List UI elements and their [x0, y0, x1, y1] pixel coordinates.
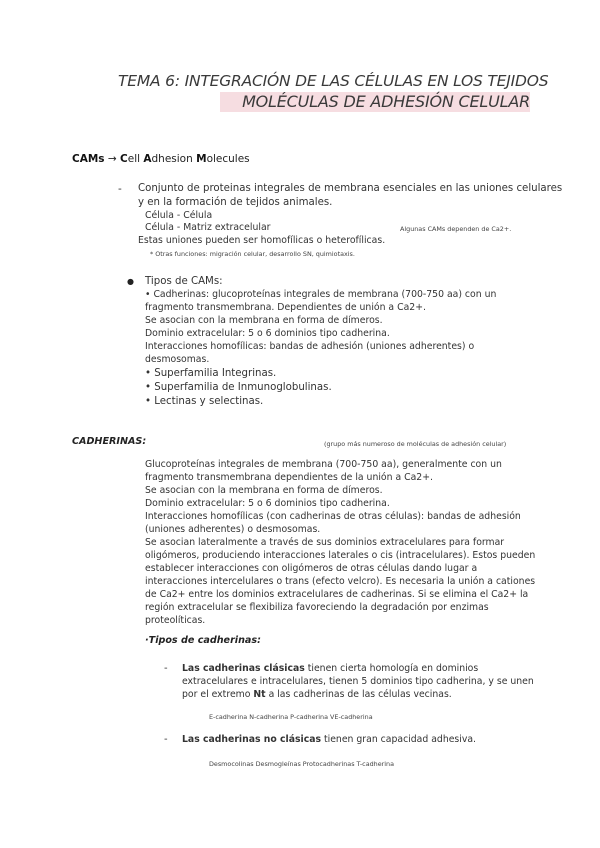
cadherinas-line: (uniones adherentes) o desmosomas.	[145, 524, 321, 535]
tipos-cams-list-item: • Lectinas y selectinas.	[145, 396, 264, 407]
cadherinas-line: Dominio extracelular: 5 o 6 dominios tipo cadherina.	[145, 498, 390, 509]
tipos-cams-line: desmosomas.	[145, 354, 210, 365]
noclasicas-rest: tienen gran capacidad adhesiva.	[321, 734, 477, 745]
noclasicas-dash: -	[164, 734, 168, 745]
tipos-cams-line: Interacciones homofílicas: bandas de adhesión (uniones adherentes) o	[145, 341, 475, 352]
clasicas-bold: Las cadherinas clásicas	[182, 663, 305, 674]
noclasicas-line	[182, 734, 476, 747]
noclasicas-examples: Desmocolinas Desmogleínas Protocadherinas T-cadherina	[209, 760, 395, 768]
page-title: TEMA 6: INTEGRACIÓN DE LAS CÉLULAS EN LOS TEJIDOS	[118, 72, 549, 90]
clasicas-pre: por el extremo	[182, 689, 254, 700]
tipos-cams-line: Dominio extracelular: 5 o 6 dominios tipo cadherina.	[145, 328, 390, 339]
cadherinas-line: Se asocian lateralmente a través de sus dominios extracelulares para formar	[145, 537, 505, 548]
intro-celula-celula: Célula - Célula	[145, 210, 213, 221]
clasicas-line-2: extracelulares e intracelulares, tienen 5 dominios tipo cadherina, y se unen	[182, 676, 534, 687]
clasicas-rest: tienen cierta homología en dominios	[304, 663, 479, 674]
cams-letter-a: A	[143, 153, 152, 165]
cadherinas-line: oligómeros, produciendo interacciones laterales o cis (intracelulares). Estos pueden	[145, 550, 536, 561]
intro-ca-note: Algunas CAMs dependen de Ca2+.	[400, 225, 512, 233]
tipos-cams-list-item: • Superfamilia de Inmunoglobulinas.	[145, 382, 332, 393]
cadherinas-line: región extracelular se flexibiliza favoreciendo la degradación por enzimas	[145, 602, 489, 613]
cadherinas-line: Interacciones homofílicas (con cadherinas de otras células): bandas de adhesión	[145, 511, 521, 522]
tipos-cams-line: fragmento transmembrana. Dependientes de unión a Ca2+.	[145, 302, 426, 313]
cams-word-dhesion: dhesion	[151, 153, 197, 165]
cams-word-ell: ell	[127, 153, 144, 165]
intro-otras-funciones: * Otras funciones: migración celular, desarrollo SN, quimiotaxis.	[150, 250, 355, 258]
cadherinas-line: Glucoproteínas integrales de membrana (700-750 aa), generalmente con un	[145, 459, 502, 470]
noclasicas-bold: Las cadherinas no clásicas	[182, 734, 322, 745]
bullet-glyph: ●	[127, 277, 134, 286]
clasicas-post: a las cadherinas de las células vecinas.	[265, 689, 452, 700]
cadherinas-line: establecer interacciones con oligómeros de otras células dando lugar a	[145, 563, 478, 574]
cadherinas-line: fragmento transmembrana dependientes de la unión a Ca2+.	[145, 472, 433, 483]
cams-letter-m: M	[196, 153, 207, 165]
cadherinas-line: interacciones intercelulares o trans (efecto velcro). Es necesaria la unión a cationes	[145, 576, 536, 587]
intro-homofilicas: Estas uniones pueden ser homofílicas o heterofílicas.	[138, 235, 386, 246]
tipos-cams-title: Tipos de CAMs:	[145, 276, 223, 287]
clasicas-line-3	[182, 689, 452, 702]
intro-dash: -	[118, 183, 122, 195]
clasicas-line-1	[182, 663, 478, 676]
cadherinas-heading: CADHERINAS:	[72, 436, 147, 447]
cadherinas-line: Se asocian con la membrana en forma de dímeros.	[145, 485, 383, 496]
clasicas-nt: Nt	[253, 689, 266, 700]
tipos-cadherinas-title: ·Tipos de cadherinas:	[145, 635, 261, 646]
intro-line-2: y en la formación de tejidos animales.	[138, 197, 333, 208]
intro-line-1: Conjunto de proteinas integrales de membrana esenciales en las uniones celulares	[138, 183, 563, 194]
cams-letter-c: C	[120, 153, 128, 165]
cams-label: CAMs	[72, 153, 105, 165]
clasicas-dash: -	[164, 663, 168, 674]
intro-celula-matriz: Célula - Matriz extracelular	[145, 222, 271, 233]
cadherinas-note: (grupo más numeroso de moléculas de adhesión celular)	[324, 440, 507, 448]
tipos-cams-list-item: • Superfamilia Integrinas.	[145, 368, 277, 379]
clasicas-examples: E-cadherina N-cadherina P-cadherina VE-cadherina	[209, 713, 373, 721]
cams-word-olecules: olecules	[206, 153, 250, 165]
page-subtitle-highlighted: MOLÉCULAS DE ADHESIÓN CELULAR	[220, 92, 530, 112]
tipos-cams-line: Se asocian con la membrana en forma de dímeros.	[145, 315, 383, 326]
cadherinas-line: proteolíticas.	[145, 615, 206, 626]
cams-heading	[72, 153, 250, 165]
tipos-cams-line: • Cadherinas: glucoproteínas integrales de membrana (700-750 aa) con un	[145, 289, 497, 300]
cadherinas-line: de Ca2+ entre los dominios extracelulares de cadherinas. Si se elimina el Ca2+ la	[145, 589, 529, 600]
arrow-glyph: →	[104, 153, 121, 165]
